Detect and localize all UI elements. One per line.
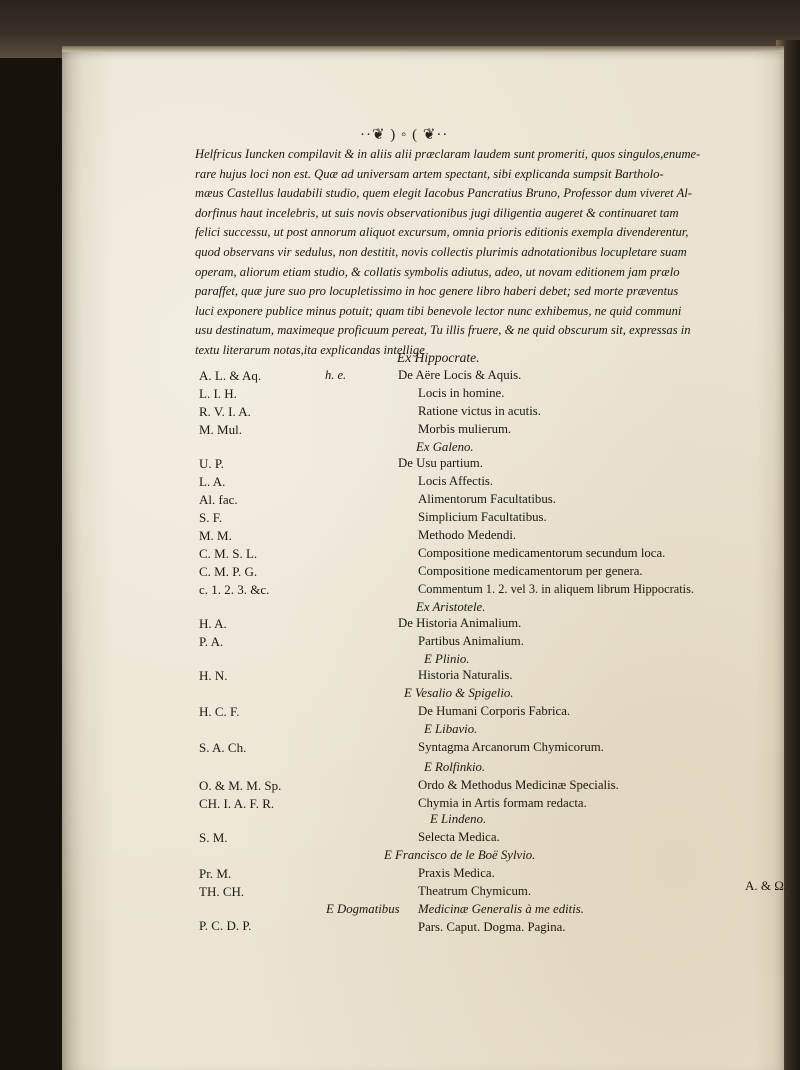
work-entry: De Historia Animalium. <box>398 616 522 630</box>
work-entry: Methodo Medendi. <box>418 528 517 542</box>
abbreviation: S. F. <box>199 510 223 525</box>
abbreviation: C. M. P. G. <box>199 564 258 579</box>
preface-line: dorfinus haut incelebris, ut suis novis observationibus jugi diligentia augeret & continuaret tam <box>195 205 679 220</box>
work-entry: De Humani Corporis Fabrica. <box>418 704 571 718</box>
abbreviation: H. A. <box>199 616 227 631</box>
abbreviation: Pr. M. <box>199 866 232 881</box>
work-entry: Ratione victus in acutis. <box>418 404 541 418</box>
abbreviation: TH. CH. <box>199 884 245 899</box>
page-top-edge <box>62 46 784 52</box>
preface-line: paraffet, quæ jure suo pro locupletissimo in hoc genere libro haberi debet; sed morte præventus <box>195 284 679 299</box>
work-entry: Morbis mulierum. <box>418 422 512 436</box>
abbreviation: O. & M. M. Sp. <box>199 778 282 793</box>
source-heading: E Plinio. <box>424 652 470 666</box>
abbreviation: C. M. S. L. <box>199 546 258 561</box>
work-entry: Compositione medicamentorum per genera. <box>418 564 643 578</box>
preface-line: Helfricus Iuncken compilavit & in aliis alii præclaram laudem sunt promeriti, quos singulos,enume- <box>195 147 701 161</box>
work-entry: Praxis Medica. <box>418 866 495 880</box>
work-entry: Syntagma Arcanorum Chymicorum. <box>418 740 604 754</box>
abbreviation: A. L. & Aq. <box>199 368 262 383</box>
abbreviation: L. A. <box>199 474 226 489</box>
abbreviation: P. C. D. P. <box>199 918 252 933</box>
work-entry: Alimentorum Facultatibus. <box>418 492 556 506</box>
work-entry: Compositione medicamentorum secundum loca. <box>418 546 666 560</box>
work-entry: Locis Affectis. <box>418 474 494 488</box>
work-entry: Locis in homine. <box>418 386 505 400</box>
preface-paragraph <box>195 145 755 361</box>
work-entry: Pars. Caput. Dogma. Pagina. <box>418 920 566 934</box>
abbreviation: CH. I. A. F. R. <box>199 796 275 811</box>
source-heading: E Vesalio & Spigelio. <box>404 686 514 700</box>
source-heading: E Libavio. <box>424 722 478 736</box>
abbreviation: S. A. Ch. <box>199 740 247 755</box>
preface-line: operam, aliorum etiam studio, & collatis symbolis adiutus, adeo, ut novam editionem jam prælo <box>195 264 680 279</box>
work-entry: Historia Naturalis. <box>418 668 513 682</box>
preface-line: luci exponere publice minus potuit; quam tibi benevole lector nunc exhibemus, ne quid communi <box>195 303 682 318</box>
work-entry: Theatrum Chymicum. <box>418 884 532 898</box>
abbreviation: P. A. <box>199 634 224 649</box>
preface-line: textu literarum notas,ita explicandas intellige <box>195 342 425 357</box>
abbreviation: M. M. <box>199 528 232 543</box>
preface-line: quod observans vir sedulus, non destitit, novis collectis plurimis adnotationibus locupletare suam <box>195 244 687 259</box>
work-entry: Chymia in Artis formam redacta. <box>418 796 587 810</box>
source-heading: Ex Galeno. <box>416 440 474 454</box>
work-entry: De Usu partium. <box>398 456 483 470</box>
abbreviation: H. C. F. <box>199 704 240 719</box>
work-entry: Medicinæ Generalis à me editis. <box>418 902 584 916</box>
abbreviation: Al. fac. <box>199 492 238 507</box>
abbreviation: M. Mul. <box>199 422 242 437</box>
work-entry: Partibus Animalium. <box>418 634 524 648</box>
work-entry: Ordo & Methodus Medicinæ Specialis. <box>418 778 619 792</box>
source-heading: Ex Aristotele. <box>416 600 486 614</box>
work-entry: Commentum 1. 2. vel 3. in aliquem librum Hippocratis. <box>418 582 695 596</box>
source-heading: E Francisco de le Boë Sylvio. <box>384 848 536 862</box>
preface-line: felici successu, ut post annorum aliquot excursum, omnia prioris editionis exempla divenderentur, <box>195 225 689 240</box>
preface-line: rare hujus loci non est. Quæ ad universam artem spectant, sibi explicanda sumpsit Bartholo- <box>195 166 664 181</box>
source-heading: E Dogmatibus <box>326 902 400 916</box>
source-heading: E Lindeno. <box>430 812 487 826</box>
source-heading: E Rolfinkio. <box>424 760 486 774</box>
abbreviation: U. P. <box>199 456 224 471</box>
work-entry: De Aëre Locis & Aquis. <box>398 368 522 382</box>
preface-line: mæus Castellus laudabili studio, quem elegit Iacobus Pancratius Bruno, Professor dum viveret Al- <box>195 186 692 201</box>
abbreviation: L. I. H. <box>199 386 237 401</box>
header-ornament: ··❦ ) ◦ ( ❦·· <box>360 127 449 143</box>
he-label: h. e. <box>325 368 347 382</box>
preface-line: usu destinatum, maximeque proficuum pereat, Tu illis fruere, & ne quid obscurum sit, expressas in <box>195 323 691 338</box>
work-entry: Simplicium Facultatibus. <box>418 510 547 524</box>
abbreviation: c. 1. 2. 3. &c. <box>199 582 270 597</box>
source-heading: Ex Hippocrate. <box>397 350 480 365</box>
work-entry: Selecta Medica. <box>418 830 500 844</box>
catchword: A. & Ω. <box>745 878 788 893</box>
abbreviation: R. V. I. A. <box>199 404 251 419</box>
abbreviation: H. N. <box>199 668 228 683</box>
abbreviation: S. M. <box>199 830 228 845</box>
